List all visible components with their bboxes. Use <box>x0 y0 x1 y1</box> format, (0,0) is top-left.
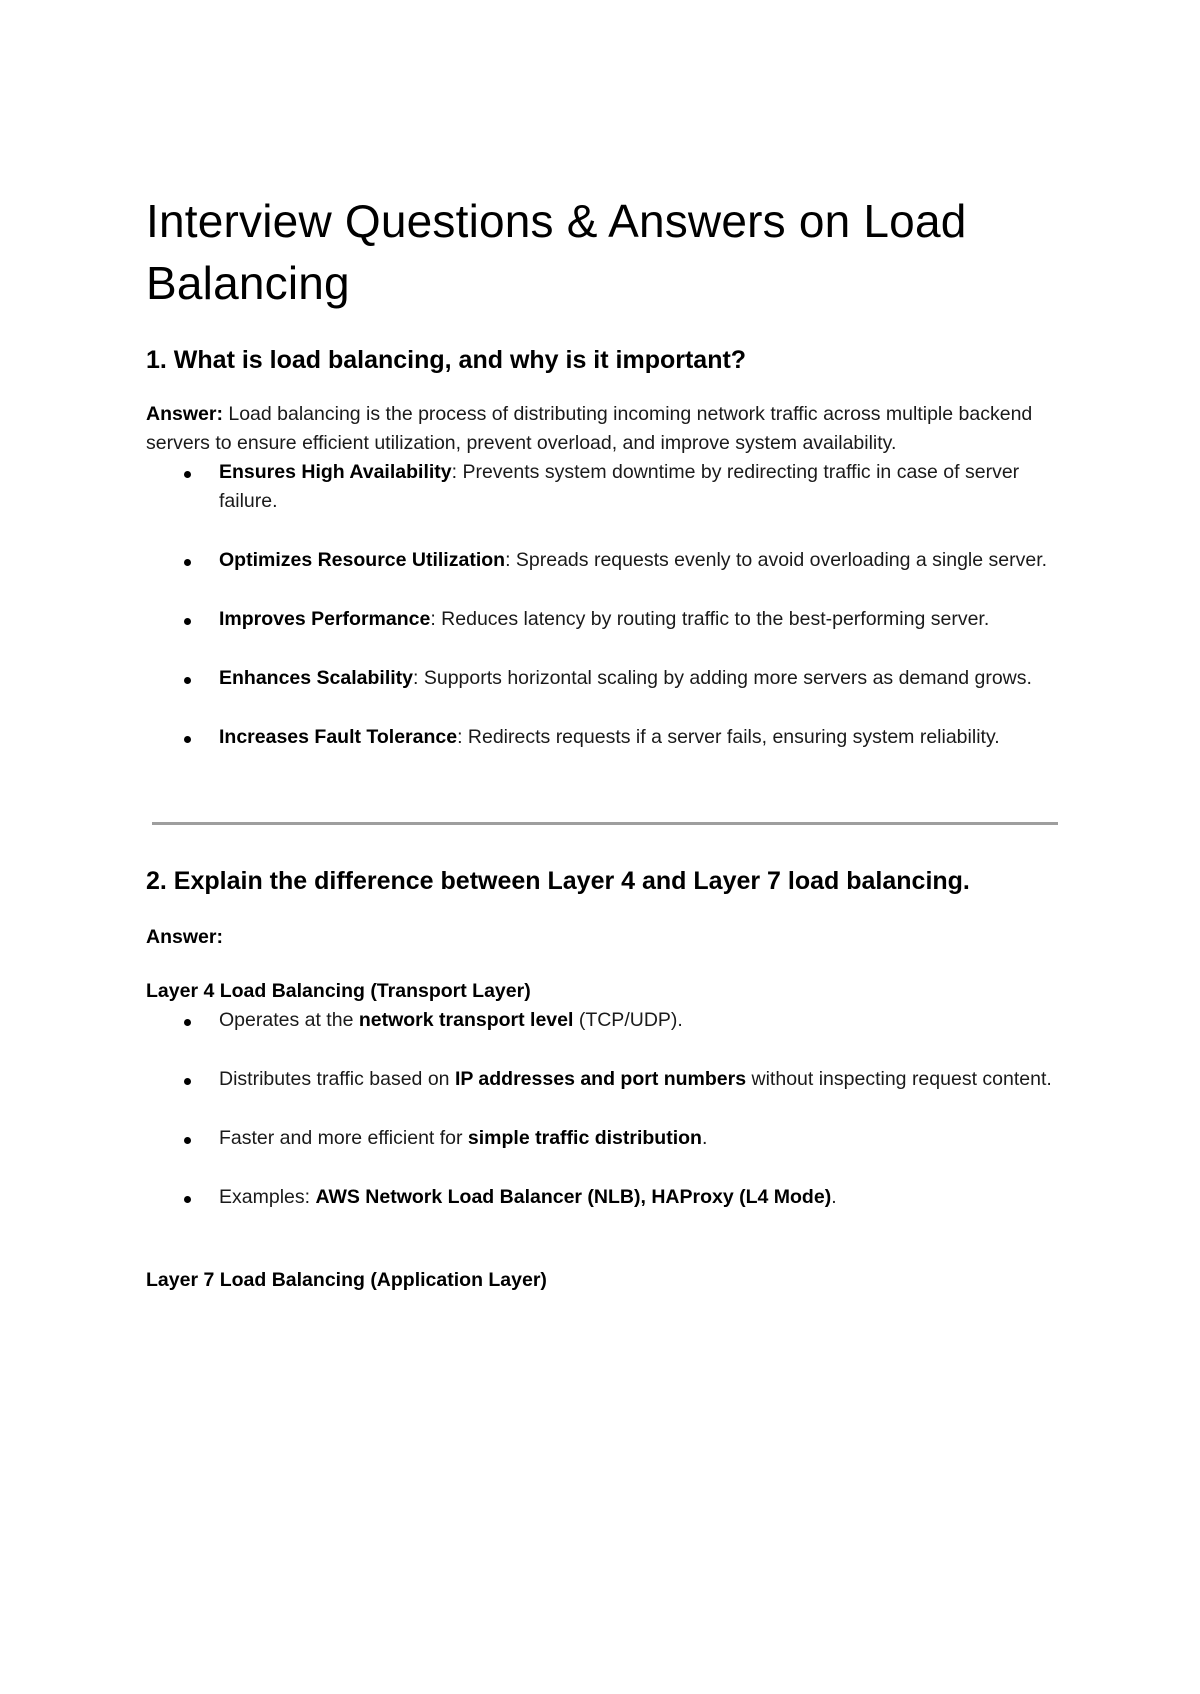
bullet-icon <box>184 677 191 684</box>
list-item-text: : Redirects requests if a server fails, ensuring system reliability. <box>457 726 1000 748</box>
list-item <box>146 1065 1066 1094</box>
list-item-term: Improves Performance <box>219 608 431 630</box>
list-item-text: : Spreads requests evenly to avoid overloading a single server. <box>505 549 1048 571</box>
layer-4-list <box>146 1006 1066 1212</box>
section-divider <box>152 822 1058 825</box>
list-item <box>146 546 1066 575</box>
bullet-icon <box>184 1019 191 1026</box>
list-item-post: without inspecting request content. <box>746 1068 1052 1090</box>
answer-label: Answer: <box>146 926 223 948</box>
list-item-text: : Reduces latency by routing traffic to the best-performing server. <box>430 608 990 630</box>
bullet-icon <box>184 1137 191 1144</box>
list-item-pre: Operates at the <box>219 1009 359 1031</box>
list-item-bold: IP addresses and port numbers <box>454 1068 747 1090</box>
bullet-icon <box>184 471 191 478</box>
answer-text: Load balancing is the process of distributing incoming network traffic across multiple backend servers to ensure efficient utilization, prevent overload, and improve system availability. <box>146 403 1033 454</box>
list-item-term: Enhances Scalability <box>219 667 414 689</box>
list-item-text: : Supports horizontal scaling by adding more servers as demand grows. <box>413 667 1032 689</box>
bullet-icon <box>184 1196 191 1203</box>
list-item-pre: Faster and more efficient for <box>219 1127 468 1149</box>
list-item <box>146 723 1066 752</box>
list-item <box>146 1183 1066 1212</box>
bullet-icon <box>184 736 191 743</box>
layer-4-heading: Layer 4 Load Balancing (Transport Layer) <box>146 980 531 1002</box>
list-item-bold: network transport level <box>358 1009 574 1031</box>
benefits-list <box>146 458 1066 752</box>
list-item-pre: Distributes traffic based on <box>219 1068 455 1090</box>
list-item-post: . <box>831 1186 837 1208</box>
list-item-bold: simple traffic distribution <box>467 1127 702 1149</box>
list-item-post: . <box>701 1127 708 1149</box>
list-item-pre: Examples: <box>219 1186 316 1208</box>
list-item-term: Ensures High Availability <box>219 461 452 483</box>
bullet-icon <box>184 618 191 625</box>
answer-label: Answer: <box>146 403 223 425</box>
layer-7-heading: Layer 7 Load Balancing (Application Layer) <box>146 1269 547 1291</box>
question-1-answer <box>146 400 1066 458</box>
question-2-heading: 2. Explain the difference between Layer 4 and Layer 7 load balancing. <box>146 867 970 895</box>
bullet-icon <box>184 1078 191 1085</box>
bullet-icon <box>184 559 191 566</box>
list-item-post: (TCP/UDP). <box>573 1009 683 1031</box>
list-item-term: Optimizes Resource Utilization <box>219 549 506 571</box>
list-item <box>146 605 1066 634</box>
document-title: Interview Questions & Answers on Load Balancing <box>146 195 967 309</box>
list-item-term: Increases Fault Tolerance <box>219 726 458 748</box>
question-1-section <box>146 344 1066 752</box>
list-item <box>146 664 1066 693</box>
list-item-text: : Prevents system downtime by redirecting traffic in case of server failure. <box>219 461 1020 512</box>
list-item <box>146 458 1066 516</box>
question-1-heading: 1. What is load balancing, and why is it important? <box>146 346 747 374</box>
list-item <box>146 1124 1066 1153</box>
document-page <box>146 190 1066 1295</box>
list-item-bold: AWS Network Load Balancer (NLB), HAProxy (L4 Mode) <box>315 1186 832 1208</box>
list-item <box>146 1006 1066 1035</box>
question-2-section <box>146 865 1066 1295</box>
